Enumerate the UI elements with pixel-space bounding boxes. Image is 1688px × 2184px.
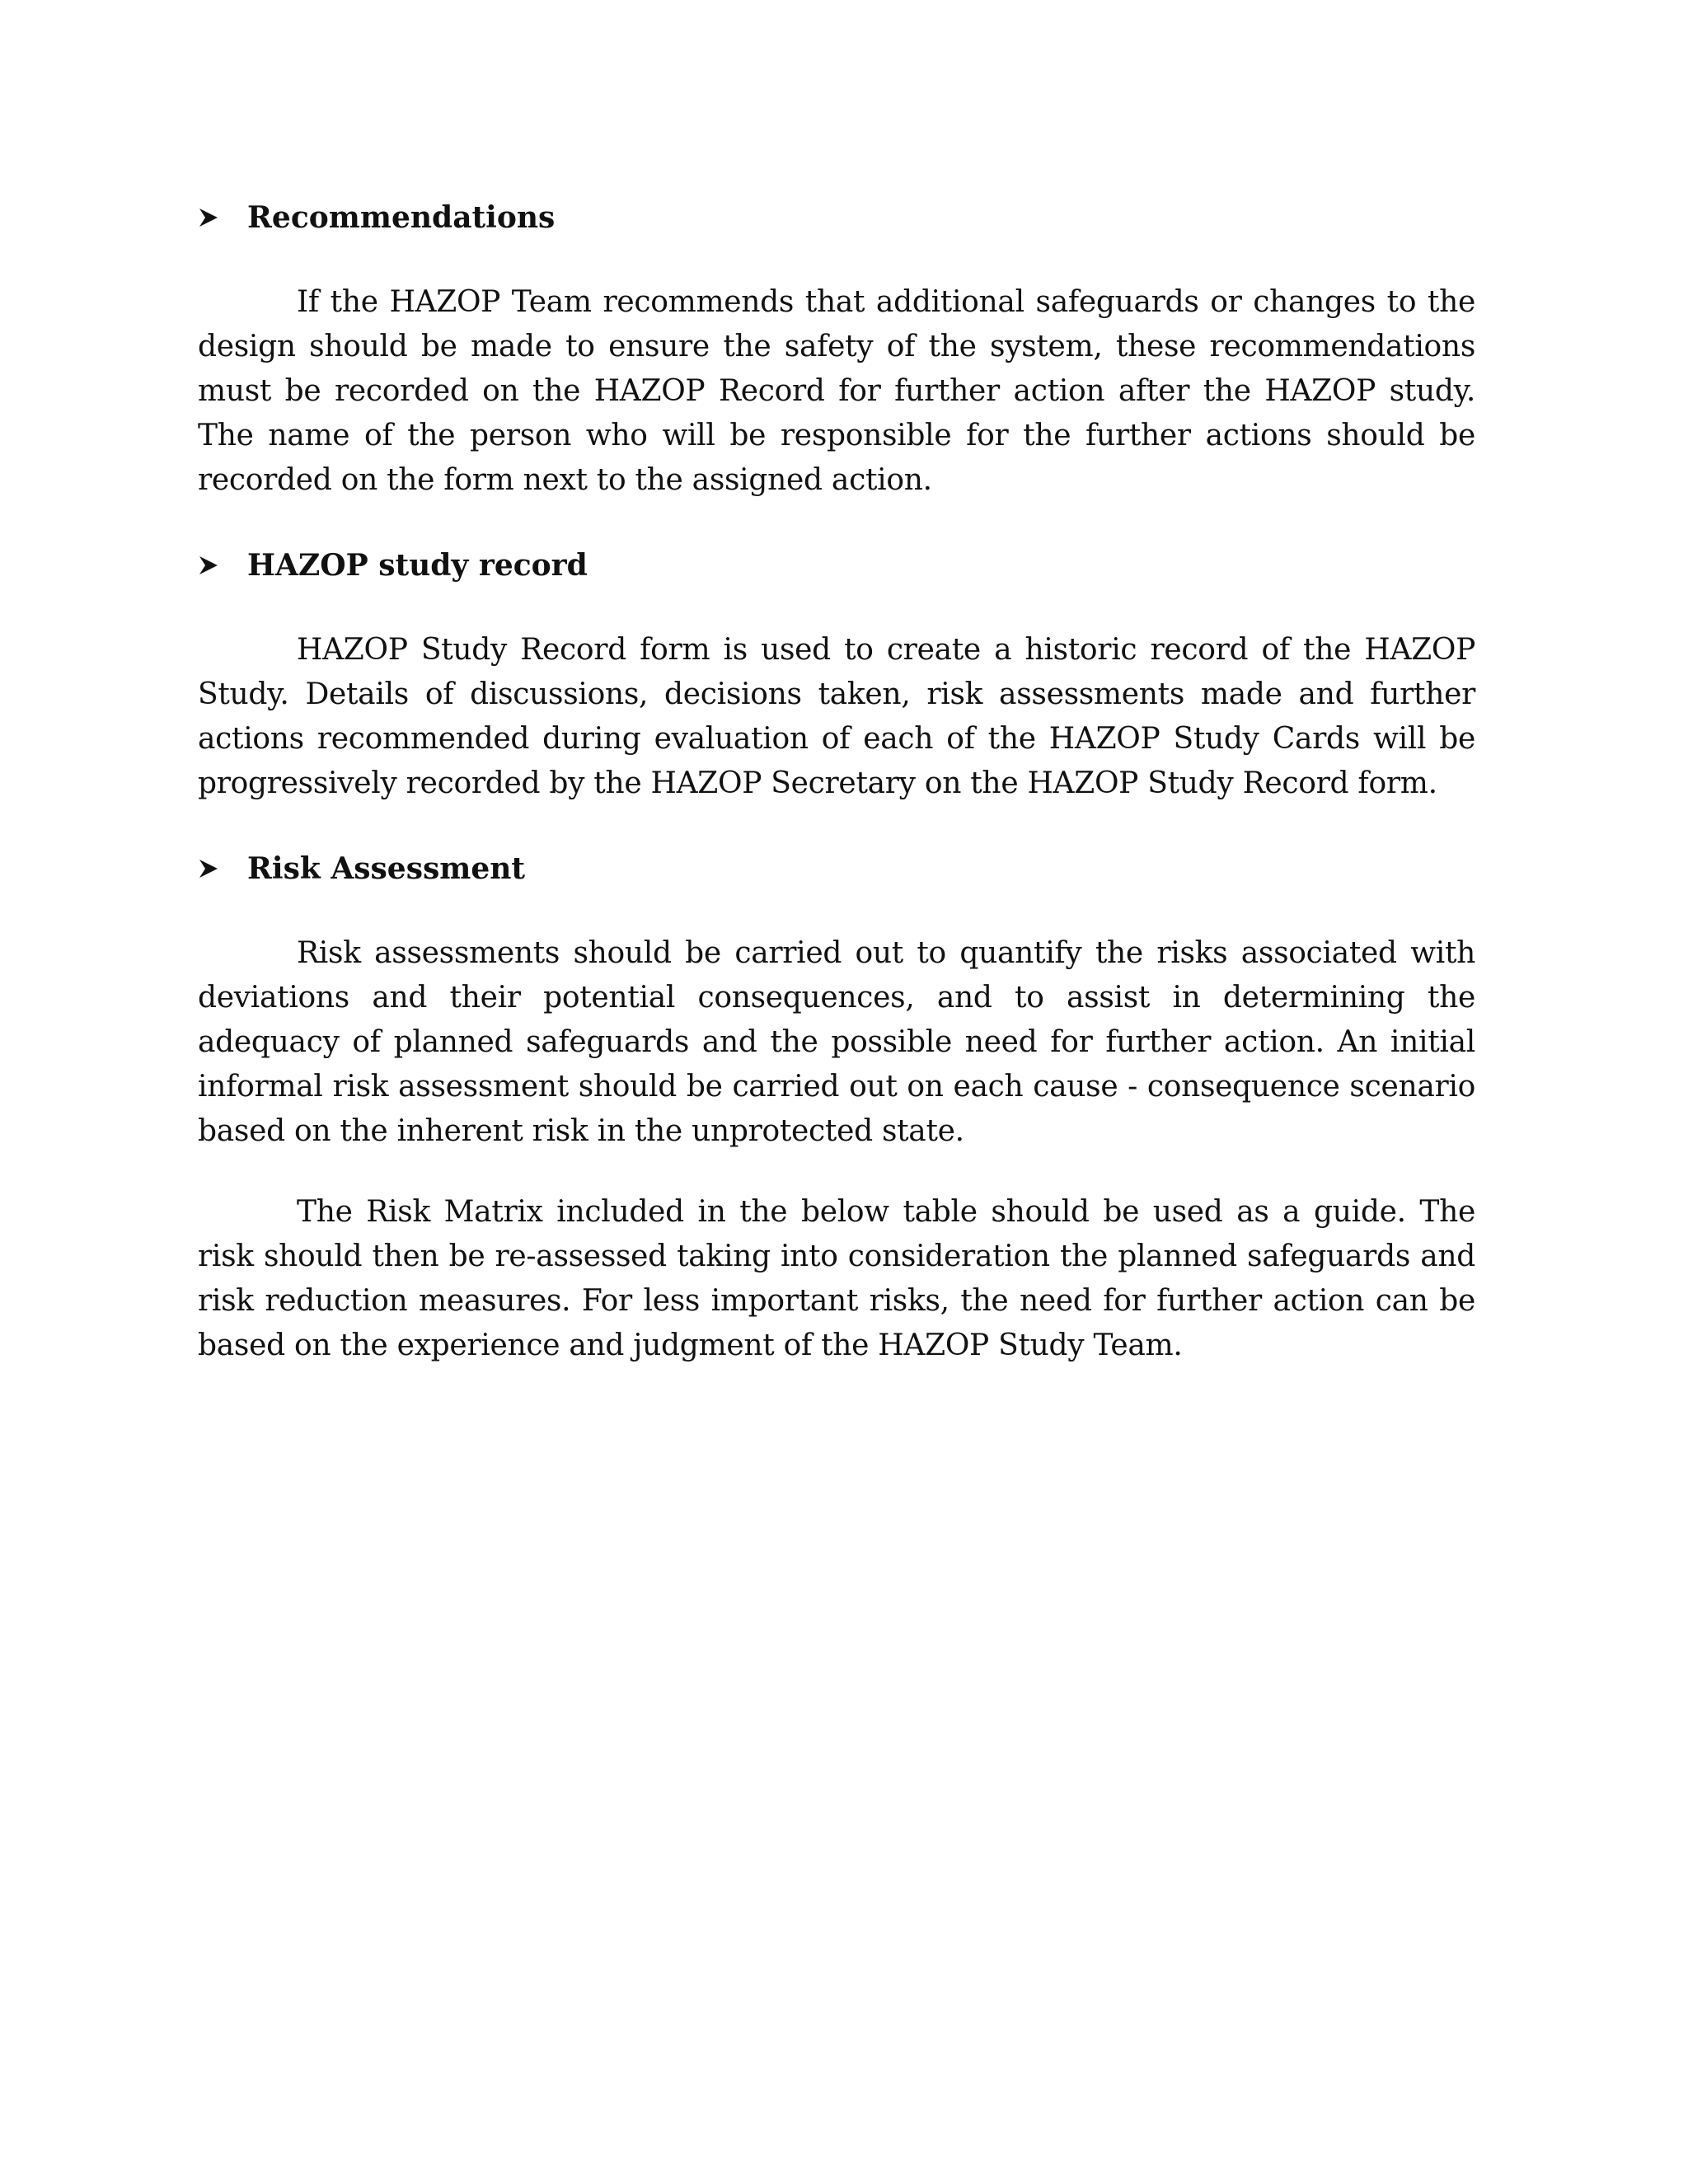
document-body: [198, 191, 1475, 1368]
paragraph: The Risk Matrix included in the below table should be used as a guide. The risk should then be re-assessed taking into consideration the planned safeguards and risk reduction measures. For less important risks, the need for further action can be based on the experience and judgment of the HAZOP Study Team.: [198, 1195, 1475, 1362]
section-heading-hazop-study-record: [198, 539, 1475, 592]
paragraph: HAZOP Study Record form is used to create a historic record of the HAZOP Study. Details of discussions, decisions taken, risk assessments made and further actions recommended during evaluation of each of the HAZOP Study Cards will be progressively recorded by the HAZOP Secretary on the HAZOP Study Record form.: [198, 633, 1475, 800]
section-heading-text: Recommendations: [247, 200, 556, 235]
arrowhead-bullet-icon: [198, 858, 247, 879]
paragraph: Risk assessments should be carried out to quantify the risks associated with deviations and their potential consequences, and to assist in determining the adequacy of planned safeguards and the possible need for further action. An initial informal risk assessment should be carried out on each cause - consequence scenario based on the inherent risk in the unprotected state.: [198, 936, 1475, 1148]
arrowhead-bullet-icon: [198, 555, 247, 576]
arrowhead-bullet-icon: [198, 207, 247, 228]
section-heading-text: Risk Assessment: [247, 851, 526, 886]
section-heading-risk-assessment: [198, 842, 1475, 895]
paragraph: If the HAZOP Team recommends that additional safeguards or changes to the design should be made to ensure the safety of the system, these recommendations must be recorded on the HAZOP Record for further action after the HAZOP study. The name of the person who will be responsible for the further actions should be recorded on the form next to the assigned action.: [198, 285, 1475, 497]
section-heading-recommendations: [198, 191, 1475, 244]
section-heading-text: HAZOP study record: [247, 548, 588, 583]
